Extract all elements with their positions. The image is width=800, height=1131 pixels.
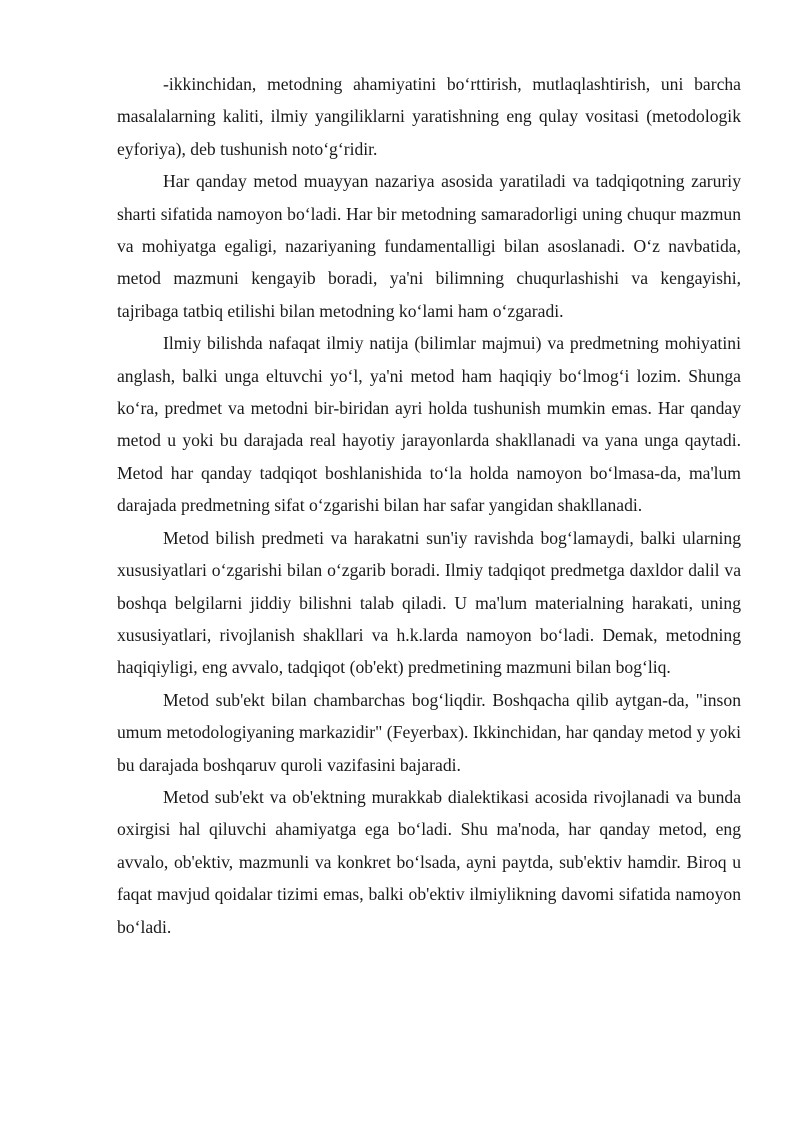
paragraph-4: Metod bilish predmeti va harakatni sun'iy ravishda bog‘lamaydi, balki ularning xususiyatlari o‘zgarishi bilan o‘zgarib boradi. Ilmiy tadqiqot predmetga daxldor dalil va boshqa belgilarni jiddiy bilishni talab qiladi. U ma'lum materialning harakati, uning xususiyatlari, rivojlanish shakllari va h.k.larda namoyon bo‘ladi. Demak, metodning haqiqiyligi, eng avvalo, tadqiqot (ob'ekt) predmetining mazmuni bilan bog‘liq. [117,527,741,678]
paragraph-3: Ilmiy bilishda nafaqat ilmiy natija (bilimlar majmui) va predmetning mohiyatini anglash, balki unga eltuvchi yo‘l, ya'ni metod ham haqiqiy bo‘lmog‘i lozim. Shunga ko‘ra, predmet va metodni bir-biridan ayri holda tushunish mumkin emas. Har qanday metod u yoki bu darajada real hayotiy jarayonlarda shakllanadi va yana unga qaytadi. Metod har qanday tadqiqot boshlanishida to‘la holda namoyon bo‘lmasa-da, ma'lum darajada predmetning sifat o‘zgarishi bilan har safar yangidan shakllanadi. [117,333,741,516]
paragraph-1: -ikkinchidan, metodning ahamiyatini bo‘rttirish, mutlaqlashtirish, uni barcha masalalarning kaliti, ilmiy yangiliklarni yaratishning eng qulay vositasi (metodologik eyforiya), deb tushunish noto‘g‘ridir. [117,74,741,159]
document-page [117,68,741,943]
paragraph-5: Metod sub'ekt bilan chambarchas bog‘liqdir. Boshqacha qilib aytgan-da, "inson umum metodologiyaning markazidir" (Feyerbax). Ikkinchidan, har qanday metod y yoki bu darajada boshqaruv quroli vazifasini bajaradi. [117,689,741,775]
paragraph-2: Har qanday metod muayyan nazariya asosida yaratiladi va tadqiqotning zaruriy sharti sifatida namoyon bo‘ladi. Har bir metodning samaradorligi uning chuqur mazmun va mohiyatga egaligi, nazariyaning fundamentalligi bilan asoslanadi. O‘z navbatida, metod mazmuni kengayib boradi, ya'ni bilimning chuqurlashishi va kengayishi, tajribaga tatbiq etilishi bilan metodning ko‘lami ham o‘zgaradi. [117,171,741,321]
paragraph-6: Metod sub'ekt va ob'ektning murakkab dialektikasi acosida rivojlanadi va bunda oxirgisi hal qiluvchi ahamiyatga ega bo‘ladi. Shu ma'noda, har qanday metod, eng avvalo, ob'ektiv, mazmunli va konkret bo‘lsada, ayni paytda, sub'ektiv hamdir. Biroq u faqat mavjud qoidalar tizimi emas, balki ob'ektiv ilmiylikning davomi sifatida namoyon bo‘ladi. [117,786,741,937]
